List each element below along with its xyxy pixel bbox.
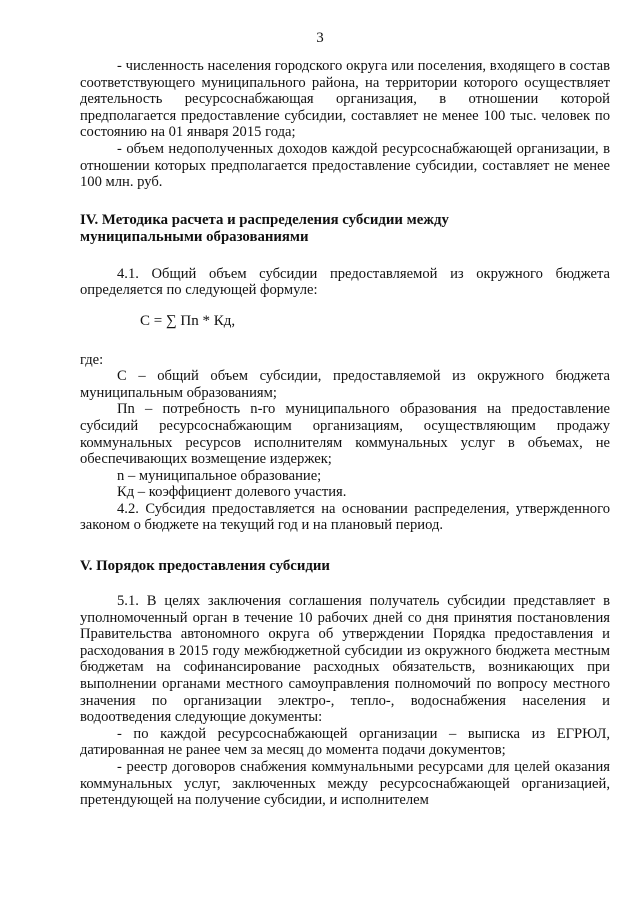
- section4-heading-line1: IV. Методика расчета и распределения субсидии между: [80, 211, 449, 228]
- section5-heading: V. Порядок предоставления субсидии: [80, 558, 330, 575]
- bullet-egrul-extract: - по каждой ресурсоснабжающей организации – выписка из ЕГРЮЛ, датированная не ранее чем за месяц до момента подачи документов;: [80, 725, 610, 759]
- intro-bullet-revenue: - объем недополученных доходов каждой ресурсоснабжающей организации, в отношении которых предполагается предоставление субсидии, составляет не менее 100 млн. руб.: [80, 140, 610, 191]
- subsidy-formula: С = ∑ Пn * Кд,: [140, 312, 236, 329]
- definition-pn: Пn – потребность n-го муниципального образования на предоставление субсидий ресурсоснабжающим организациям, осуществляющим продажу коммунальных ресурсов исполнителям коммунальных услуг в объемах, не обеспечивающих возмещение издержек;: [80, 401, 610, 468]
- section4-heading-line2: муниципальными образованиями: [80, 228, 309, 245]
- definition-kd: Кд – коэффициент долевого участия.: [117, 484, 347, 501]
- bullet-contracts-registry: - реестр договоров снабжения коммунальными ресурсами для целей оказания коммунальных услуг, заключенных между ресурсоснабжающей организацией, претендующей на получение субсидии, и исполнителем: [80, 759, 610, 809]
- definition-c: С – общий объем субсидии, предоставляемой из окружного бюджета муниципальным образованиям;: [80, 368, 610, 401]
- intro-bullet-population: - численность населения городского округа или поселения, входящего в состав соответствующего муниципального района, на территории которого осуществляет деятельность ресурсоснабжающая организация, в отношении которой предполагается предоставление субсидии, составляет не менее 100 тыс. человек по состоянию на 01 января 2015 года;: [80, 58, 610, 141]
- definition-n: n – муниципальное образование;: [117, 467, 322, 484]
- paragraph-5-1: 5.1. В целях заключения соглашения получатель субсидии представляет в уполномоченный орган в течение 10 рабочих дней со дня принятия постановления Правительства автономного округа об утверждении Порядка предоставления и расходования в 2015 году межбюджетной субсидии из окружного бюджета местным бюджетам на софинансирование расходных обязательств, возникающих при выполнении органами местного самоуправления полномочий по вопросу местного значения по организации электро-, тепло-, водоснабжения населения и водоотведения следующие документы:: [80, 593, 610, 726]
- page-number: 3: [316, 30, 324, 46]
- paragraph-4-1: 4.1. Общий объем субсидии предоставляемой из окружного бюджета определяется по следующей формуле:: [80, 265, 610, 299]
- paragraph-4-2: 4.2. Субсидия предоставляется на основании распределения, утвержденного законом о бюджете на текущий год и на плановый период.: [80, 500, 610, 534]
- where-label: где:: [80, 351, 104, 368]
- document-body: [80, 58, 610, 809]
